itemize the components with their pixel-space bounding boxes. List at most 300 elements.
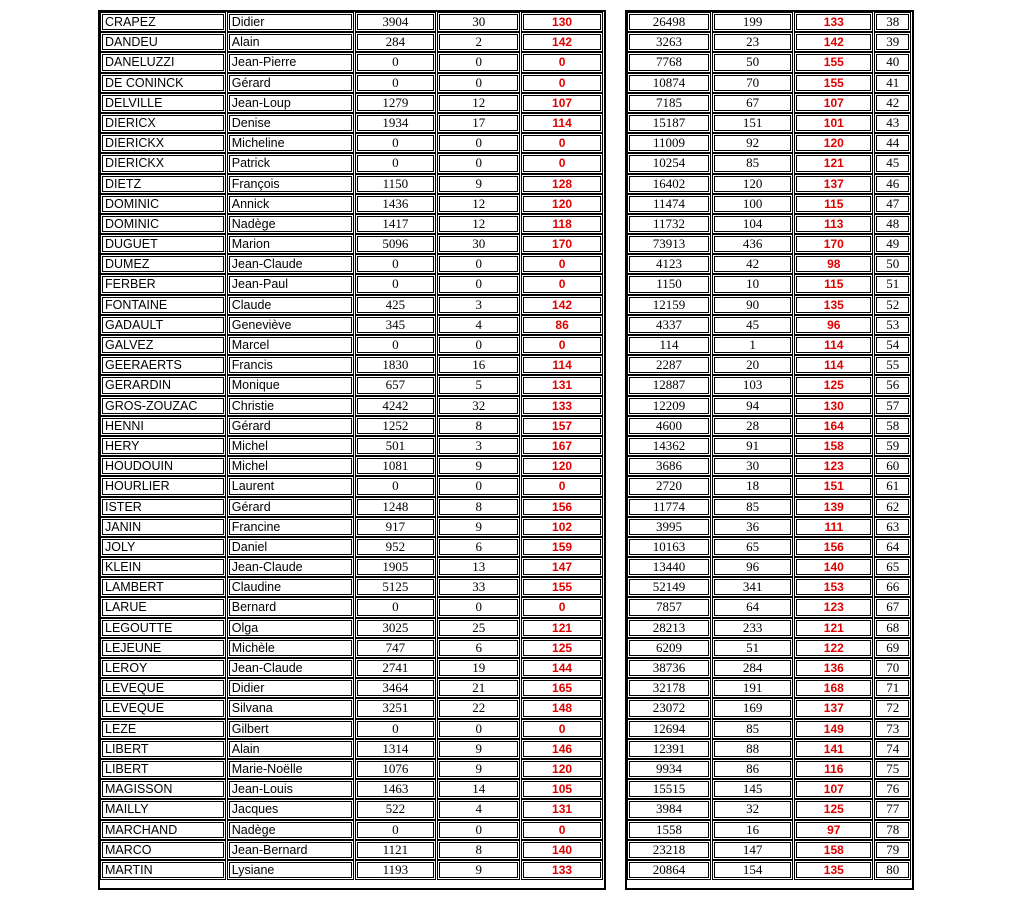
table-row bbox=[627, 759, 912, 779]
games-count-cell: 12 bbox=[437, 194, 520, 214]
table-row bbox=[627, 698, 912, 718]
table-row bbox=[100, 739, 604, 759]
games-count-cell: 0 bbox=[437, 73, 520, 93]
first-name-cell: Jean-Claude bbox=[227, 658, 354, 678]
first-name-cell: Silvana bbox=[227, 698, 354, 718]
last-name-cell: HENNI bbox=[100, 416, 226, 436]
season-games-count-cell: 104 bbox=[712, 214, 793, 234]
season-average-cell: 115 bbox=[794, 274, 873, 294]
pin-total-cell: 3904 bbox=[355, 12, 437, 32]
pin-total-cell: 1417 bbox=[355, 214, 437, 234]
table-row bbox=[627, 860, 912, 880]
rank-cell: 61 bbox=[874, 476, 911, 496]
games-count-cell: 30 bbox=[437, 12, 520, 32]
season-average-cell: 130 bbox=[794, 396, 873, 416]
season-games-count-cell: 91 bbox=[712, 436, 793, 456]
rank-cell: 56 bbox=[874, 375, 911, 395]
last-name-cell: DUGUET bbox=[100, 234, 226, 254]
pin-total-cell: 284 bbox=[355, 32, 437, 52]
table-row bbox=[627, 315, 912, 335]
table-row bbox=[100, 436, 604, 456]
rank-cell: 54 bbox=[874, 335, 911, 355]
pin-total-cell: 5125 bbox=[355, 577, 437, 597]
first-name-cell: Alain bbox=[227, 739, 354, 759]
table-row bbox=[627, 840, 912, 860]
rank-cell: 69 bbox=[874, 638, 911, 658]
games-count-cell: 0 bbox=[437, 719, 520, 739]
table-row bbox=[100, 32, 604, 52]
first-name-cell: Francis bbox=[227, 355, 354, 375]
season-games-count-cell: 103 bbox=[712, 375, 793, 395]
first-name-cell: Jean-Claude bbox=[227, 557, 354, 577]
last-name-cell: FERBER bbox=[100, 274, 226, 294]
pin-total-cell: 952 bbox=[355, 537, 437, 557]
last-name-cell: JANIN bbox=[100, 517, 226, 537]
season-pin-total-cell: 23218 bbox=[627, 840, 711, 860]
games-count-cell: 17 bbox=[437, 113, 520, 133]
rank-cell: 38 bbox=[874, 12, 911, 32]
games-count-cell: 3 bbox=[437, 295, 520, 315]
games-count-cell: 9 bbox=[437, 739, 520, 759]
season-average-cell: 135 bbox=[794, 860, 873, 880]
last-name-cell: MARTIN bbox=[100, 860, 226, 880]
table-row bbox=[627, 32, 912, 52]
season-games-count-cell: 100 bbox=[712, 194, 793, 214]
season-pin-total-cell: 11732 bbox=[627, 214, 711, 234]
table-row bbox=[627, 597, 912, 617]
average-cell: 0 bbox=[521, 719, 603, 739]
average-cell: 131 bbox=[521, 799, 603, 819]
table-row bbox=[627, 537, 912, 557]
pin-total-cell: 1081 bbox=[355, 456, 437, 476]
games-count-cell: 0 bbox=[437, 254, 520, 274]
season-pin-total-cell: 10874 bbox=[627, 73, 711, 93]
season-average-cell: 140 bbox=[794, 557, 873, 577]
rank-cell: 48 bbox=[874, 214, 911, 234]
season-games-count-cell: 120 bbox=[712, 174, 793, 194]
table-row bbox=[100, 658, 604, 678]
season-pin-total-cell: 15515 bbox=[627, 779, 711, 799]
table-row bbox=[100, 93, 604, 113]
first-name-cell: Annick bbox=[227, 194, 354, 214]
first-name-cell: Monique bbox=[227, 375, 354, 395]
average-cell: 165 bbox=[521, 678, 603, 698]
average-cell: 0 bbox=[521, 133, 603, 153]
season-pin-total-cell: 32178 bbox=[627, 678, 711, 698]
last-name-cell: DANDEU bbox=[100, 32, 226, 52]
monthly-results-table bbox=[98, 10, 606, 890]
average-cell: 157 bbox=[521, 416, 603, 436]
rank-cell: 60 bbox=[874, 456, 911, 476]
season-games-count-cell: 36 bbox=[712, 517, 793, 537]
season-games-count-cell: 199 bbox=[712, 12, 793, 32]
season-pin-total-cell: 4600 bbox=[627, 416, 711, 436]
last-name-cell: HOURLIER bbox=[100, 476, 226, 496]
season-average-cell: 164 bbox=[794, 416, 873, 436]
season-games-count-cell: 64 bbox=[712, 597, 793, 617]
season-games-count-cell: 20 bbox=[712, 355, 793, 375]
table-row bbox=[100, 517, 604, 537]
pin-total-cell: 1252 bbox=[355, 416, 437, 436]
season-average-cell: 142 bbox=[794, 32, 873, 52]
season-pin-total-cell: 52149 bbox=[627, 577, 711, 597]
season-games-count-cell: 169 bbox=[712, 698, 793, 718]
table-row bbox=[100, 537, 604, 557]
season-average-cell: 170 bbox=[794, 234, 873, 254]
season-pin-total-cell: 38736 bbox=[627, 658, 711, 678]
last-name-cell: JOLY bbox=[100, 537, 226, 557]
last-name-cell: MAGISSON bbox=[100, 779, 226, 799]
average-cell: 0 bbox=[521, 274, 603, 294]
season-pin-total-cell: 26498 bbox=[627, 12, 711, 32]
games-count-cell: 4 bbox=[437, 315, 520, 335]
last-name-cell: DOMINIC bbox=[100, 194, 226, 214]
season-games-count-cell: 191 bbox=[712, 678, 793, 698]
table-row bbox=[627, 355, 912, 375]
average-cell: 120 bbox=[521, 759, 603, 779]
average-cell: 0 bbox=[521, 153, 603, 173]
season-average-cell: 120 bbox=[794, 133, 873, 153]
season-games-count-cell: 151 bbox=[712, 113, 793, 133]
table-row bbox=[100, 375, 604, 395]
season-games-count-cell: 51 bbox=[712, 638, 793, 658]
season-pin-total-cell: 1558 bbox=[627, 820, 711, 840]
rank-cell: 40 bbox=[874, 52, 911, 72]
season-average-cell: 123 bbox=[794, 597, 873, 617]
table-row bbox=[627, 658, 912, 678]
table-row bbox=[100, 254, 604, 274]
table-row bbox=[100, 396, 604, 416]
season-pin-total-cell: 10163 bbox=[627, 537, 711, 557]
season-pin-total-cell: 28213 bbox=[627, 618, 711, 638]
table-row bbox=[100, 335, 604, 355]
pin-total-cell: 0 bbox=[355, 133, 437, 153]
pin-total-cell: 0 bbox=[355, 73, 437, 93]
games-count-cell: 0 bbox=[437, 52, 520, 72]
season-pin-total-cell: 3686 bbox=[627, 456, 711, 476]
pin-total-cell: 0 bbox=[355, 820, 437, 840]
average-cell: 133 bbox=[521, 860, 603, 880]
table-row bbox=[627, 436, 912, 456]
rank-cell: 50 bbox=[874, 254, 911, 274]
games-count-cell: 32 bbox=[437, 396, 520, 416]
first-name-cell: Bernard bbox=[227, 597, 354, 617]
table-row bbox=[627, 52, 912, 72]
season-games-count-cell: 341 bbox=[712, 577, 793, 597]
season-games-count-cell: 28 bbox=[712, 416, 793, 436]
season-pin-total-cell: 3263 bbox=[627, 32, 711, 52]
pin-total-cell: 0 bbox=[355, 719, 437, 739]
last-name-cell: GEERAERTS bbox=[100, 355, 226, 375]
table-row bbox=[100, 638, 604, 658]
rank-cell: 78 bbox=[874, 820, 911, 840]
season-pin-total-cell: 4337 bbox=[627, 315, 711, 335]
pin-total-cell: 501 bbox=[355, 436, 437, 456]
last-name-cell: CRAPEZ bbox=[100, 12, 226, 32]
table-row bbox=[100, 274, 604, 294]
average-cell: 0 bbox=[521, 597, 603, 617]
season-average-cell: 114 bbox=[794, 355, 873, 375]
last-name-cell: GALVEZ bbox=[100, 335, 226, 355]
first-name-cell: Denise bbox=[227, 113, 354, 133]
rank-cell: 51 bbox=[874, 274, 911, 294]
pin-total-cell: 0 bbox=[355, 153, 437, 173]
season-average-cell: 149 bbox=[794, 719, 873, 739]
season-pin-total-cell: 4123 bbox=[627, 254, 711, 274]
rank-cell: 49 bbox=[874, 234, 911, 254]
pin-total-cell: 1830 bbox=[355, 355, 437, 375]
average-cell: 170 bbox=[521, 234, 603, 254]
last-name-cell: FONTAINE bbox=[100, 295, 226, 315]
average-cell: 155 bbox=[521, 577, 603, 597]
season-pin-total-cell: 15187 bbox=[627, 113, 711, 133]
first-name-cell: Claude bbox=[227, 295, 354, 315]
average-cell: 114 bbox=[521, 113, 603, 133]
season-average-cell: 107 bbox=[794, 779, 873, 799]
season-games-count-cell: 42 bbox=[712, 254, 793, 274]
table-row bbox=[100, 759, 604, 779]
first-name-cell: Lysiane bbox=[227, 860, 354, 880]
pin-total-cell: 3025 bbox=[355, 618, 437, 638]
table-row bbox=[100, 214, 604, 234]
season-pin-total-cell: 20864 bbox=[627, 860, 711, 880]
season-pin-total-cell: 7185 bbox=[627, 93, 711, 113]
pin-total-cell: 522 bbox=[355, 799, 437, 819]
rank-cell: 72 bbox=[874, 698, 911, 718]
season-average-cell: 122 bbox=[794, 638, 873, 658]
season-average-cell: 135 bbox=[794, 295, 873, 315]
pin-total-cell: 0 bbox=[355, 274, 437, 294]
table-row bbox=[627, 194, 912, 214]
games-count-cell: 8 bbox=[437, 840, 520, 860]
table-row bbox=[100, 456, 604, 476]
season-games-count-cell: 10 bbox=[712, 274, 793, 294]
season-games-count-cell: 154 bbox=[712, 860, 793, 880]
pin-total-cell: 1463 bbox=[355, 779, 437, 799]
first-name-cell: Daniel bbox=[227, 537, 354, 557]
games-count-cell: 6 bbox=[437, 537, 520, 557]
pin-total-cell: 345 bbox=[355, 315, 437, 335]
last-name-cell: DOMINIC bbox=[100, 214, 226, 234]
pin-total-cell: 1076 bbox=[355, 759, 437, 779]
season-average-cell: 158 bbox=[794, 436, 873, 456]
pin-total-cell: 0 bbox=[355, 476, 437, 496]
season-games-count-cell: 90 bbox=[712, 295, 793, 315]
table-row bbox=[627, 214, 912, 234]
table-row bbox=[627, 779, 912, 799]
average-cell: 130 bbox=[521, 12, 603, 32]
pin-total-cell: 4242 bbox=[355, 396, 437, 416]
games-count-cell: 33 bbox=[437, 577, 520, 597]
rank-cell: 77 bbox=[874, 799, 911, 819]
season-average-cell: 151 bbox=[794, 476, 873, 496]
first-name-cell: Gilbert bbox=[227, 719, 354, 739]
rank-cell: 52 bbox=[874, 295, 911, 315]
season-average-cell: 155 bbox=[794, 73, 873, 93]
table-row bbox=[627, 335, 912, 355]
average-cell: 148 bbox=[521, 698, 603, 718]
games-count-cell: 5 bbox=[437, 375, 520, 395]
average-cell: 120 bbox=[521, 194, 603, 214]
season-average-cell: 101 bbox=[794, 113, 873, 133]
table-row bbox=[627, 820, 912, 840]
last-name-cell: GADAULT bbox=[100, 315, 226, 335]
games-count-cell: 30 bbox=[437, 234, 520, 254]
games-count-cell: 9 bbox=[437, 456, 520, 476]
season-average-cell: 123 bbox=[794, 456, 873, 476]
season-average-cell: 96 bbox=[794, 315, 873, 335]
rank-cell: 80 bbox=[874, 860, 911, 880]
first-name-cell: Francine bbox=[227, 517, 354, 537]
pin-total-cell: 0 bbox=[355, 254, 437, 274]
table-row bbox=[100, 597, 604, 617]
table-row bbox=[100, 557, 604, 577]
season-games-count-cell: 86 bbox=[712, 759, 793, 779]
last-name-cell: LEJEUNE bbox=[100, 638, 226, 658]
games-count-cell: 21 bbox=[437, 678, 520, 698]
season-pin-total-cell: 3984 bbox=[627, 799, 711, 819]
average-cell: 159 bbox=[521, 537, 603, 557]
rank-cell: 39 bbox=[874, 32, 911, 52]
last-name-cell: LEROY bbox=[100, 658, 226, 678]
games-count-cell: 6 bbox=[437, 638, 520, 658]
season-games-count-cell: 67 bbox=[712, 93, 793, 113]
season-average-cell: 125 bbox=[794, 375, 873, 395]
table-row bbox=[100, 113, 604, 133]
season-pin-total-cell: 2287 bbox=[627, 355, 711, 375]
table-row bbox=[100, 355, 604, 375]
first-name-cell: Nadège bbox=[227, 820, 354, 840]
season-pin-total-cell: 12887 bbox=[627, 375, 711, 395]
season-games-count-cell: 436 bbox=[712, 234, 793, 254]
games-count-cell: 8 bbox=[437, 497, 520, 517]
table-row bbox=[100, 577, 604, 597]
pin-total-cell: 1934 bbox=[355, 113, 437, 133]
first-name-cell: Claudine bbox=[227, 577, 354, 597]
last-name-cell: DIETZ bbox=[100, 174, 226, 194]
games-count-cell: 8 bbox=[437, 416, 520, 436]
last-name-cell: HOUDOUIN bbox=[100, 456, 226, 476]
table-row bbox=[627, 618, 912, 638]
pin-total-cell: 0 bbox=[355, 335, 437, 355]
pin-total-cell: 3464 bbox=[355, 678, 437, 698]
games-count-cell: 9 bbox=[437, 174, 520, 194]
games-count-cell: 12 bbox=[437, 93, 520, 113]
rank-cell: 42 bbox=[874, 93, 911, 113]
table-row bbox=[100, 174, 604, 194]
season-pin-total-cell: 23072 bbox=[627, 698, 711, 718]
season-pin-total-cell: 7857 bbox=[627, 597, 711, 617]
season-pin-total-cell: 7768 bbox=[627, 52, 711, 72]
season-average-cell: 97 bbox=[794, 820, 873, 840]
first-name-cell: Micheline bbox=[227, 133, 354, 153]
table-row bbox=[627, 739, 912, 759]
table-row bbox=[627, 638, 912, 658]
rank-cell: 46 bbox=[874, 174, 911, 194]
games-count-cell: 22 bbox=[437, 698, 520, 718]
season-average-cell: 107 bbox=[794, 93, 873, 113]
season-pin-total-cell: 11474 bbox=[627, 194, 711, 214]
rank-cell: 53 bbox=[874, 315, 911, 335]
pin-total-cell: 1279 bbox=[355, 93, 437, 113]
first-name-cell: Marcel bbox=[227, 335, 354, 355]
season-games-count-cell: 92 bbox=[712, 133, 793, 153]
last-name-cell: DIERICX bbox=[100, 113, 226, 133]
season-pin-total-cell: 11009 bbox=[627, 133, 711, 153]
average-cell: 0 bbox=[521, 52, 603, 72]
table-row bbox=[100, 153, 604, 173]
season-pin-total-cell: 12694 bbox=[627, 719, 711, 739]
average-cell: 0 bbox=[521, 254, 603, 274]
pin-total-cell: 1193 bbox=[355, 860, 437, 880]
season-pin-total-cell: 114 bbox=[627, 335, 711, 355]
table-row bbox=[627, 456, 912, 476]
games-count-cell: 14 bbox=[437, 779, 520, 799]
season-games-count-cell: 145 bbox=[712, 779, 793, 799]
season-games-count-cell: 70 bbox=[712, 73, 793, 93]
games-count-cell: 0 bbox=[437, 476, 520, 496]
last-name-cell: DELVILLE bbox=[100, 93, 226, 113]
first-name-cell: Michèle bbox=[227, 638, 354, 658]
rank-cell: 63 bbox=[874, 517, 911, 537]
average-cell: 146 bbox=[521, 739, 603, 759]
pin-total-cell: 425 bbox=[355, 295, 437, 315]
season-pin-total-cell: 1150 bbox=[627, 274, 711, 294]
first-name-cell: Jean-Bernard bbox=[227, 840, 354, 860]
table-row bbox=[627, 497, 912, 517]
table-row bbox=[627, 476, 912, 496]
last-name-cell: DIERICKX bbox=[100, 133, 226, 153]
season-pin-total-cell: 6209 bbox=[627, 638, 711, 658]
season-games-count-cell: 88 bbox=[712, 739, 793, 759]
season-games-count-cell: 85 bbox=[712, 153, 793, 173]
average-cell: 125 bbox=[521, 638, 603, 658]
first-name-cell: Jacques bbox=[227, 799, 354, 819]
first-name-cell: Jean-Loup bbox=[227, 93, 354, 113]
first-name-cell: Christie bbox=[227, 396, 354, 416]
last-name-cell: MARCO bbox=[100, 840, 226, 860]
season-average-cell: 155 bbox=[794, 52, 873, 72]
table-row bbox=[100, 52, 604, 72]
table-row bbox=[100, 820, 604, 840]
season-games-count-cell: 284 bbox=[712, 658, 793, 678]
season-pin-total-cell: 9934 bbox=[627, 759, 711, 779]
games-count-cell: 9 bbox=[437, 517, 520, 537]
last-name-cell: LEGOUTTE bbox=[100, 618, 226, 638]
table-row bbox=[627, 93, 912, 113]
pin-total-cell: 0 bbox=[355, 597, 437, 617]
table-row bbox=[100, 295, 604, 315]
first-name-cell: Marie-Noëlle bbox=[227, 759, 354, 779]
table-row bbox=[100, 799, 604, 819]
season-average-cell: 136 bbox=[794, 658, 873, 678]
first-name-cell: Jean-Louis bbox=[227, 779, 354, 799]
season-pin-total-cell: 2720 bbox=[627, 476, 711, 496]
games-count-cell: 0 bbox=[437, 133, 520, 153]
season-games-count-cell: 18 bbox=[712, 476, 793, 496]
season-games-count-cell: 30 bbox=[712, 456, 793, 476]
pin-total-cell: 1905 bbox=[355, 557, 437, 577]
last-name-cell: GROS-ZOUZAC bbox=[100, 396, 226, 416]
games-count-cell: 0 bbox=[437, 820, 520, 840]
first-name-cell: Jean-Paul bbox=[227, 274, 354, 294]
first-name-cell: Gérard bbox=[227, 497, 354, 517]
average-cell: 142 bbox=[521, 295, 603, 315]
season-average-cell: 137 bbox=[794, 174, 873, 194]
season-average-cell: 125 bbox=[794, 799, 873, 819]
last-name-cell: DE CONINCK bbox=[100, 73, 226, 93]
season-pin-total-cell: 73913 bbox=[627, 234, 711, 254]
